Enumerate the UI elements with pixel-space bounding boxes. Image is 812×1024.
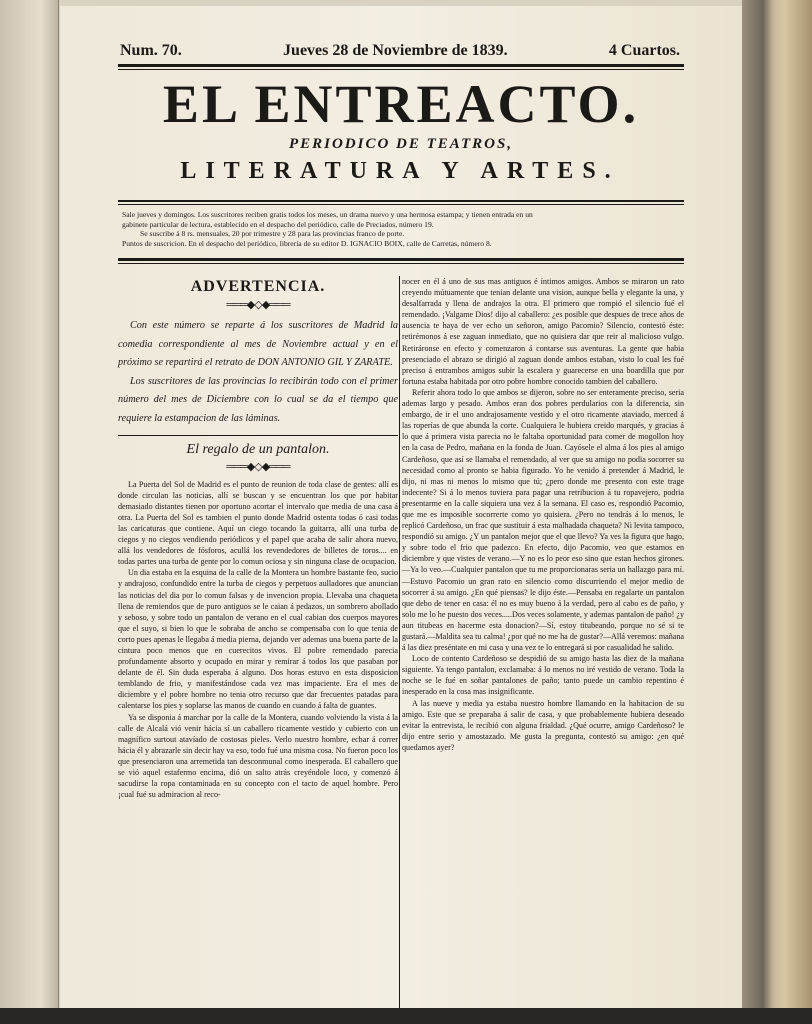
- advertencia-heading: ADVERTENCIA.: [190, 278, 326, 295]
- advertencia-section: [118, 278, 398, 429]
- bottom-shadow: [0, 1008, 812, 1024]
- issue-price: 4 Cuartos.: [608, 42, 680, 59]
- newspaper-page: [60, 6, 742, 1012]
- ornament-divider: ═══◆◇◆═══: [226, 460, 290, 473]
- issue-number: Num. 70.: [120, 42, 182, 59]
- masthead-rule: [118, 200, 684, 202]
- notice-line: Puntos de suscricion. En el despacho del periódico, librería de su editor D. IGNACIO BOIX, calle de Carretas, número 8.: [122, 238, 492, 248]
- ornament-divider: ═══◆◇◆═══: [226, 299, 290, 311]
- subtitle-literatura: LITERATURA Y ARTES.: [180, 158, 620, 184]
- advertencia-paragraph: Con este número se reparte á los suscritores de Madrid la comedia correspondiente al mes de Noviembre actual y en el próximo se repartirá el retrato de DON ANTONIO GIL Y ZARATE.: [118, 320, 398, 369]
- notice-rule-thin: [118, 263, 684, 264]
- story-paragraph: Loco de contento Cardeñoso se despidió de su amigo hasta las diez de la mañana siguiente. Ya tengo pantalon, exclamaba: á lo menos no iré vestido de verano. Toda la noche se le fué en soñar pantalones de paño; tanto puede un cambio repentino é inesperado en la cosa mas insignificante.: [402, 654, 684, 697]
- masthead-rule-thin: [118, 204, 684, 205]
- column-divider: [399, 276, 400, 1012]
- right-column: [402, 276, 684, 753]
- story-paragraph: nocer en él á uno de sus mas antiguos é íntimos amigos. Ambos se miraron un rato creyendo mútuamente que tenian delante una vision, aunque bella y elegante la una, y desalfarrada y llena de andrajos la otra. El primero que rompió el silencio fué el remendado. ¡Valgame Dios! dijo al caballero: ¿es posible que despues de trece años de ausencia te haya de ver echo un señoron, amigo Pacomio? Silencio, contestó éste: retirémonos á ese zaguan inmediato, que no quisiera dar que reir al malicioso vulgo. Retiráronse en efecto y comenzaron á contarse sus aventuras. La gente que habia presenciado el abrazo se dirigió al zaguan donde ambos estaban, visto lo cual les fué preciso á entrambos amigos subir la escalera y guarecerse en una boardilla que por fortuna estaba habitada por otro pobre hombre conocido tambien del caballero.: [402, 277, 684, 386]
- left-column: [118, 276, 398, 800]
- masthead: [60, 6, 742, 266]
- story-right-text: [402, 276, 684, 753]
- top-rule-thin: [118, 69, 684, 70]
- story-heading: El regalo de un pantalon.: [186, 441, 330, 457]
- story-paragraph: La Puerta del Sol de Madrid es el punto de reunion de toda clase de gentes: allí es donde circulan las noticias, allí se buscan y se encuentran los que por habitar demasiado distantes tienen por oportuno acortar el intervalo que media de una casa á otra. La Puerta del Sol es tambien el punto donde Madrid ostenta todas ó casi todas las caricaturas que contiene. Aquí un ciego tocando la guitarra, allí una turba de ciegos y no ciegos vendiendo periódicos y el papel que acaba de salir ahora nuevo, allá los vendedores de fósforos, acullá los revendedores de billetes de toros.... en todas partes una turba de gente por lo comun ociosa y sin ninguna clase de ocupacion.: [118, 479, 398, 567]
- notice-rule: [118, 258, 684, 261]
- story-paragraph: Ya se disponia á marchar por la calle de la Montera, cuando volviendo la vista á la calle de Alcalá vió venir hácia sí un caballero ricamente vestido y cubierto con un magnífico surtout atavíado de costosas pieles. Verlo nuestro hombre, echar á correr hácia él y abrazarle sin decir hay va eso, todo fué una misma cosa. No fueron poco los que presenciaron una arremetida tan desconmunal como inesperada. El caballero que se vió aquel estafermo encima, dió un salto atrás creyéndole loco, y comenzó á sacudirse la ropa contaminada en su concepto con el tacto de aquel hombre. Pero ¡cual fué su admiracion al reco-: [118, 712, 398, 800]
- subscription-notice: [122, 210, 682, 248]
- issue-date: Jueves 28 de Noviembre de 1839.: [283, 42, 508, 59]
- newspaper-title: EL ENTREACTO.: [162, 74, 640, 134]
- book-binding: [742, 0, 812, 1024]
- notice-line: gabinete particular de lectura, establecido en el despacho del periódico, calle de Preciados, número 19.: [122, 219, 434, 229]
- advertencia-paragraph: Los suscritores de las provincias lo recibirán todo con el primer número del mes de Diciembre con lo cual se da el tiempo que requiere la estampacion de las láminas.: [118, 375, 398, 424]
- subtitle-periodico: PERIODICO DE TEATROS,: [288, 136, 514, 152]
- issue-line: [120, 42, 680, 60]
- story-left-text: [118, 479, 398, 801]
- left-page-edge: [0, 0, 59, 1010]
- top-rule: [118, 64, 684, 67]
- notice-line: Sale jueves y domingos. Los suscritores reciben gratis todos los meses, un drama nuevo y una hermosa estampa; y tienen entrada en un: [122, 210, 533, 219]
- story-paragraph: A las nueve y media ya estaba nuestro hombre llamando en la habitacion de su amigo. Este que se preparaba á salir de casa, y que probablemente hubiera deseado evitar la entrevista, le recibió con alguna frialdad. ¿Qué ocurre, amigo Cardeñoso? le dijo entre serio y amostazado. Me gusta la pregunta, contestó su amigo: ¿en qué quedamos ayer?: [402, 698, 684, 752]
- story-paragraph: Un dia estaba en la esquina de la calle de la Montera un hombre bastante feo, sucio y andrajoso, confundido entre la turba de ciegos y perpetuos aulladores que anuncian las noticias del dia por lo comun falsas y de invencion propia. Llevaba una chaqueta llena de remiendos que de puro antiguos se le caian á pedazos, un sombrero abollado y seboso, y sobre todo un pantalon de verano en el cual cabian dos cuerpos mayores que el suyo, si bien lo que le sobraba de ancho se compensaba con lo que tenia de corto pues apenas le llegaba á media pierna, dejando ver ademas una buena parte de la cintura poco menos que en cuerecitos vivos. El pobre remendado parecia profundamente absorto y ocupado en mirar y remirar á todos los que pasaban por delante de él. Sin duda esperaba á alguno. Dos horas estuvo en esta disposicion temblando de frio, y manifestándose cada vez mas impaciente. Era el mes de diciembre y el pobre hombre no tenia otro recurso que dar frecuentes patadas para calentarse los pies y soplarse las manos de cuando en cuando á falta de guantes.: [118, 568, 398, 711]
- section-rule: [118, 435, 398, 436]
- notice-line: Se suscribe á 8 rs. mensuales, 20 por trimestre y 28 para las provincias franco de porte.: [140, 229, 405, 239]
- story-paragraph: Referir ahora todo lo que ambos se dijeron, sobre no ser enteramente preciso, seria ademas largo y pesado. Ambos eran dos pobres perdularios con la diferencia, sin embargo, de ir el uno andrajosamente vestido y el otro ricamente ataviado, merced á las roperías de que abunda la corte. Cualquiera le hubiera creido marqués, y gracias á lo que á primera vista parecia no le faltaba oportunidad para comer de mogollon hoy en la casa de Pedro, mañana en la fonda de Juan. Cayósele el alma á los pies al amigo Cardeñoso, que así se llamaba el remendado, al ver que su amigo no podia socorrer su necesidad como al pronto se habia figurado. Yo he venido á pretender á Madrid, le dijo, ni mas ni menos lo mismo que tú; ¿pero donde me presento con este trage indecente? Si á lo menos tuviera para pagar una retribucion á tu ropavejero, podria presentarme en la calle siquiera una vez á la semana. El caso es, respondió Pacomio, que me es imposible socorrerte como yo quisiera. ¿Pero no tendrás á lo menos, le replicó Cardeñoso, un frac que sustituir á esta malhadada chaqueta? Ni levita tampoco, respondió su amigo. ¿Y un pantalon mejor que el que llevo? Ya ves la figura que hago, y sobre todo el frio que padezco. En efecto, dijo Pacomio, veo que estamos en diciembre y que vistes de verano.—Y no es lo peor eso sino que estan hechos girones.—Ya lo veo.—Cualquier pantalon que tu me proporcionaras seria un hallazgo para mí.—Estuvo Pacomio un gran rato en silencio como discurriendo el mejor medio de socorrer á su amigo. ¿En qué piensas? le dijo éste.—Pensaba en regalarte un pantalon que debo de tener en casa: él no es muy bueno á la verdad, pero al cabo es de paño, y solo me lo he puesto dos veces.....Dos veces solamente, y ademas pantalon de paño! ¿y aun titubeas en hacerme esta donacion?—Sí, estoy titubeando, porque no sé si te gustará.—Maldita sea tu calma! ¿por qué no me ha de gustar?—Allá veremos: mañana á las diez preséntate en mi casa y una vez te lo entregará si por casualidad he salido.: [402, 387, 684, 653]
